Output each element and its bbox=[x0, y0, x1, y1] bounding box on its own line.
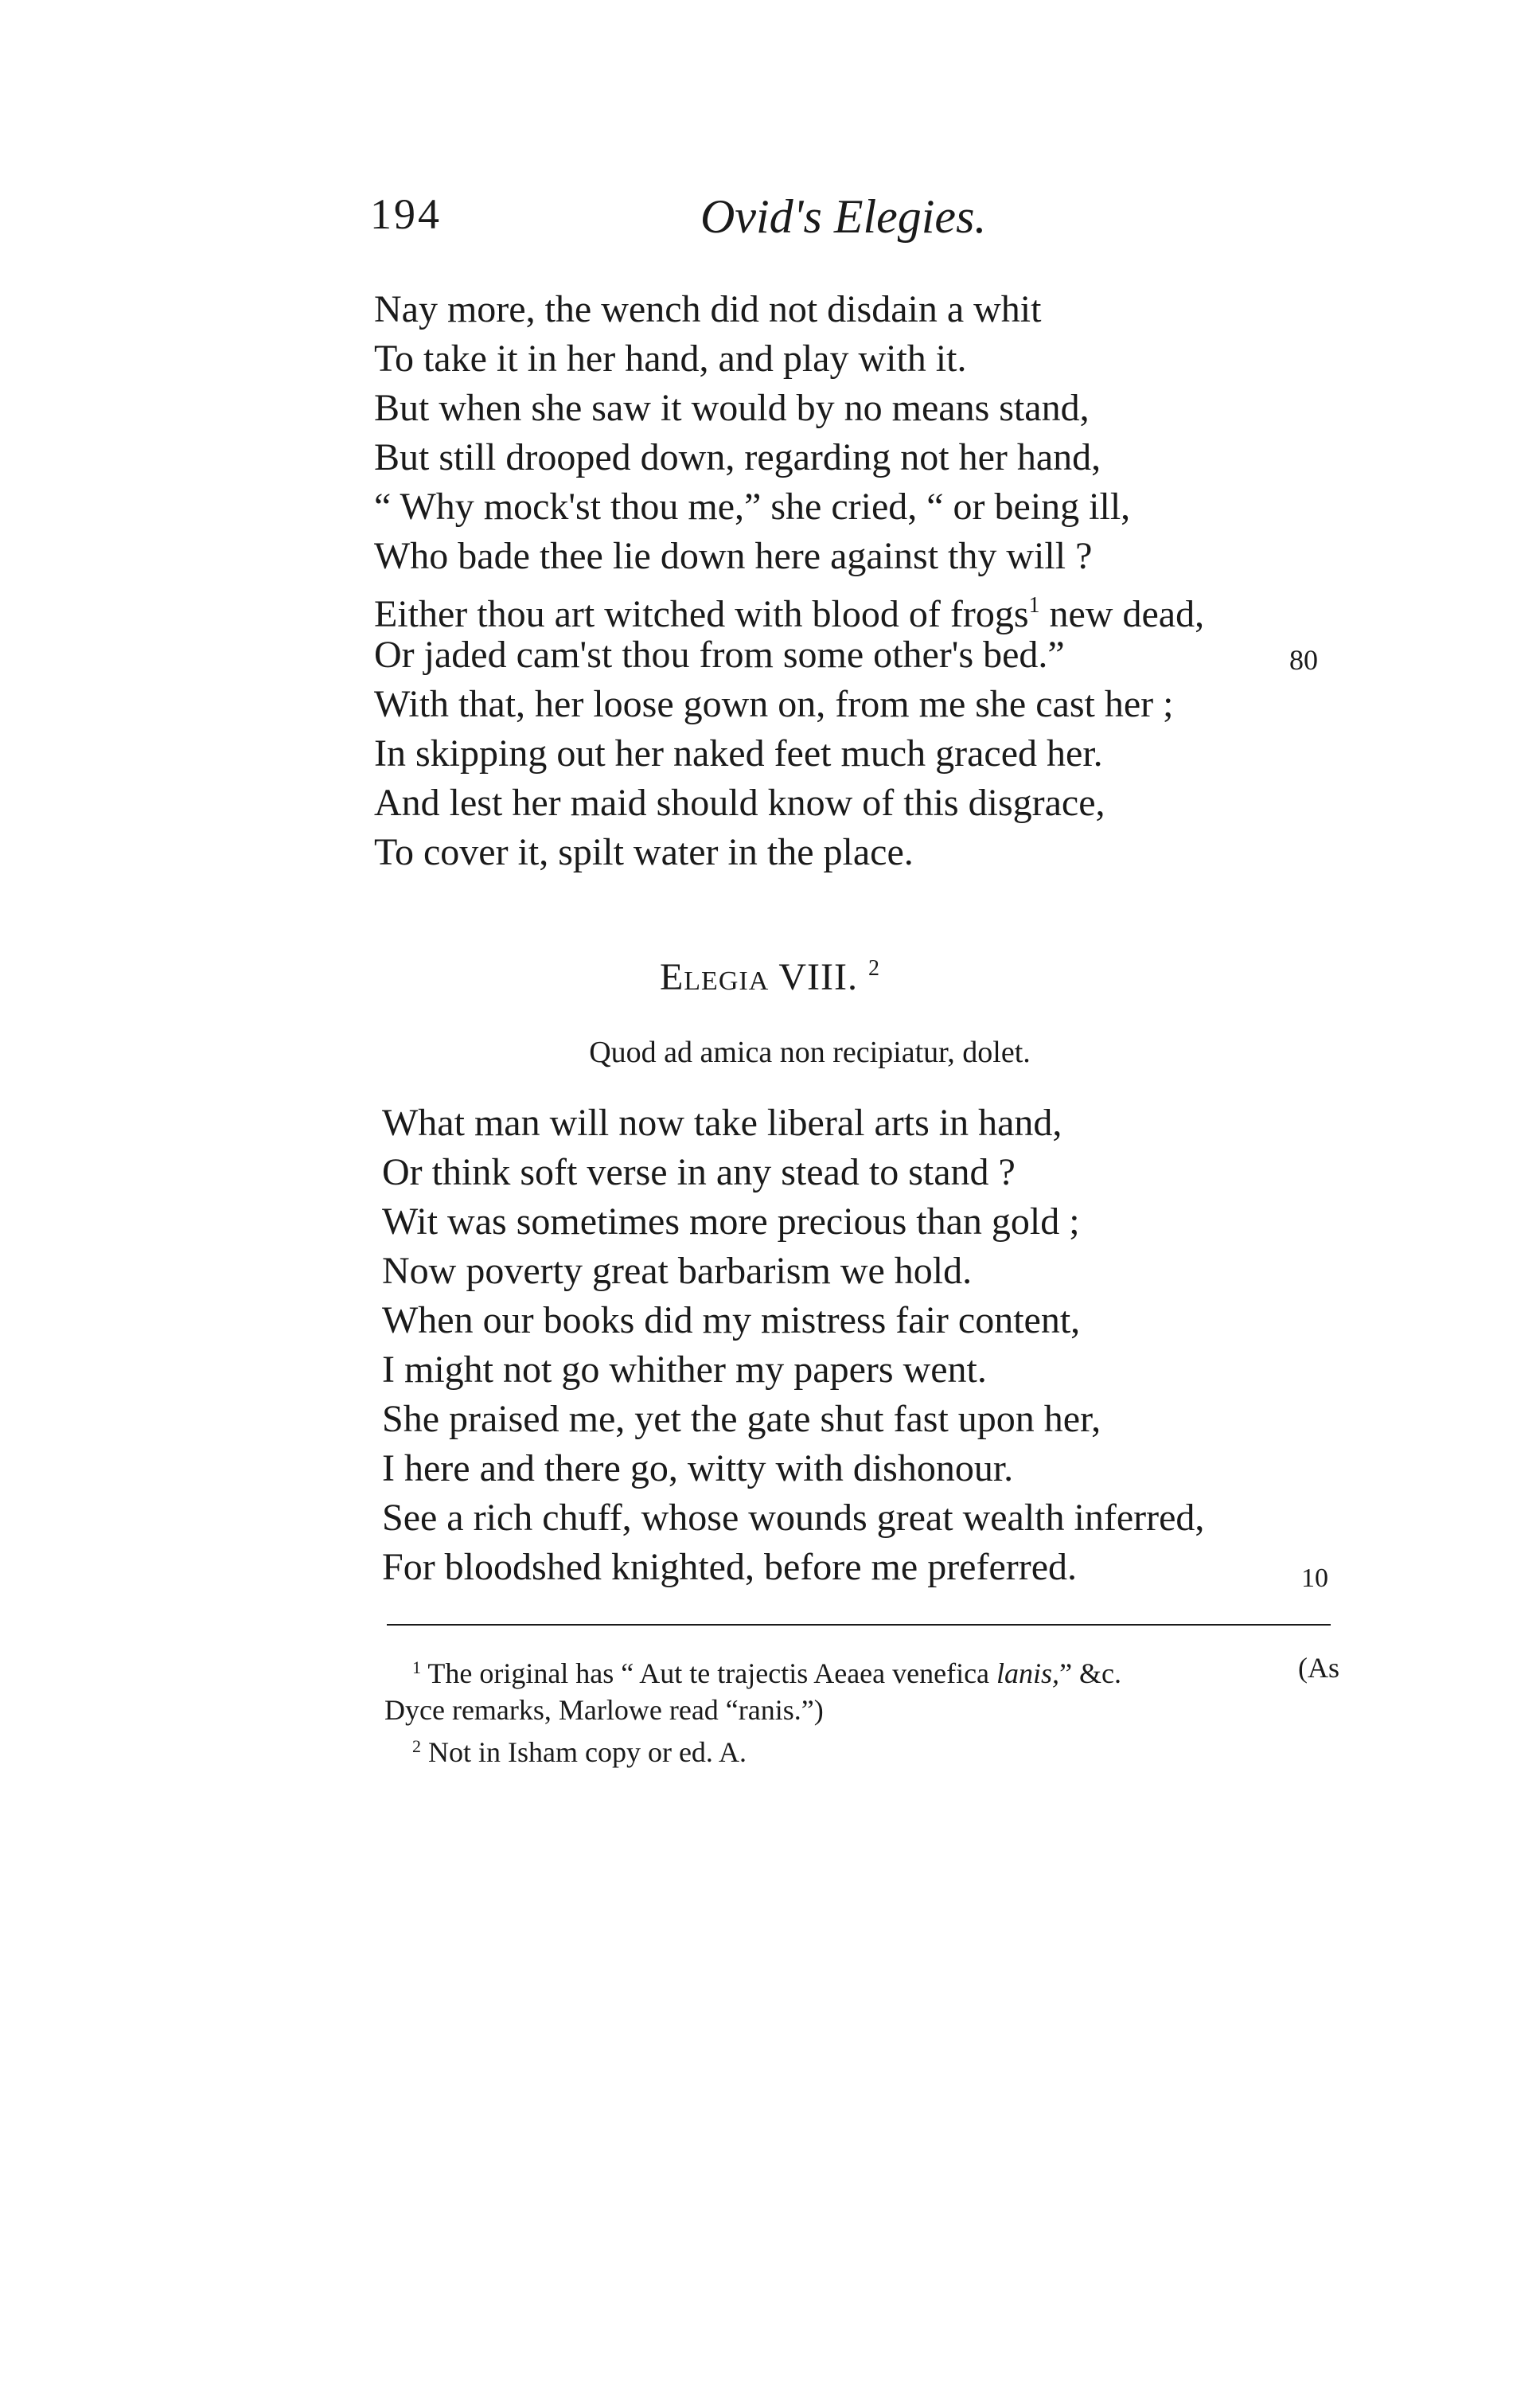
footnote-italic-text: lanis, bbox=[996, 1657, 1060, 1689]
verse-line: But still drooped down, regarding not her hand, bbox=[374, 436, 1101, 478]
page-number: 194 bbox=[370, 190, 442, 238]
verse-line: To cover it, spilt water in the place. bbox=[374, 831, 914, 873]
footnote-2 bbox=[384, 1728, 1339, 1770]
verse-line: Now poverty great barbarism we hold. bbox=[382, 1250, 973, 1292]
verse-line: When our books did my mistress fair content, bbox=[382, 1299, 1081, 1341]
section-title bbox=[0, 955, 1540, 999]
footnote-ref-1: 1 bbox=[1028, 593, 1040, 618]
verse-line: I here and there go, witty with dishonour. bbox=[382, 1447, 1014, 1489]
verse-line: Who bade thee lie down here against thy will ? bbox=[374, 535, 1093, 577]
footnote-text: ” &c. bbox=[1059, 1657, 1122, 1689]
verse-line: And lest her maid should know of this disgrace, bbox=[374, 782, 1105, 824]
verse-line: With that, her loose gown on, from me she cast her ; bbox=[374, 683, 1174, 725]
verse-line-numbered bbox=[382, 1543, 1377, 1592]
verse-line-text: For bloodshed knighted, before me preferred. bbox=[382, 1546, 1078, 1588]
footnote-text-right: (As bbox=[1298, 1652, 1339, 1684]
verse-line: Wit was sometimes more precious than gold ; bbox=[382, 1200, 1080, 1243]
verse-line: I might not go whither my papers went. bbox=[382, 1349, 987, 1391]
line-number: 80 bbox=[1289, 644, 1318, 676]
footnote-mark: 1 bbox=[412, 1657, 421, 1677]
verse-line-tail: new dead, bbox=[1039, 593, 1205, 635]
footnote-text: Not in Isham copy or ed. A. bbox=[428, 1736, 747, 1768]
verse-line: Or think soft verse in any stead to stand ? bbox=[382, 1151, 1016, 1193]
footnote-text: The original has “ Aut te trajectis Aeaea venefica bbox=[427, 1657, 997, 1689]
verse-line: But when she saw it would by no means stand, bbox=[374, 387, 1090, 429]
footnote-1-continued: Dyce remarks, Marlowe read “ranis.”) bbox=[384, 1694, 824, 1726]
verse-block-1 bbox=[374, 285, 1369, 877]
verse-line-text: Or jaded cam'st thou from some other's bed.” bbox=[374, 634, 1065, 676]
section-subtitle: Quod ad amica non recipiatur, dolet. bbox=[589, 1036, 1031, 1069]
verse-line: To take it in her hand, and play with it. bbox=[374, 338, 967, 380]
verse-line: Nay more, the wench did not disdain a whit bbox=[374, 288, 1042, 330]
verse-line-with-footnote bbox=[374, 581, 1369, 635]
line-number: 10 bbox=[1301, 1563, 1328, 1593]
verse-line: In skipping out her naked feet much graced her. bbox=[374, 732, 1103, 775]
running-title: Ovid's Elegies. bbox=[700, 190, 987, 243]
running-head bbox=[370, 189, 1325, 253]
verse-line-numbered bbox=[374, 630, 1369, 680]
verse-block-2 bbox=[382, 1099, 1377, 1592]
footnote-1 bbox=[384, 1649, 1339, 1692]
verse-line-text: Either thou art witched with blood of frogs bbox=[374, 593, 1029, 635]
section-title-text: Elegia VIII. bbox=[659, 956, 859, 998]
verse-line: See a rich chuff, whose wounds great wealth inferred, bbox=[382, 1497, 1205, 1539]
footnotes bbox=[384, 1649, 1339, 1770]
footnote-mark: 2 bbox=[412, 1736, 421, 1756]
verse-line: What man will now take liberal arts in hand, bbox=[382, 1102, 1062, 1144]
verse-line: “ Why mock'st thou me,” she cried, “ or being ill, bbox=[374, 486, 1131, 528]
verse-line: She praised me, yet the gate shut fast upon her, bbox=[382, 1398, 1101, 1440]
footnote-ref-2: 2 bbox=[868, 956, 881, 981]
footnote-divider bbox=[387, 1624, 1331, 1626]
